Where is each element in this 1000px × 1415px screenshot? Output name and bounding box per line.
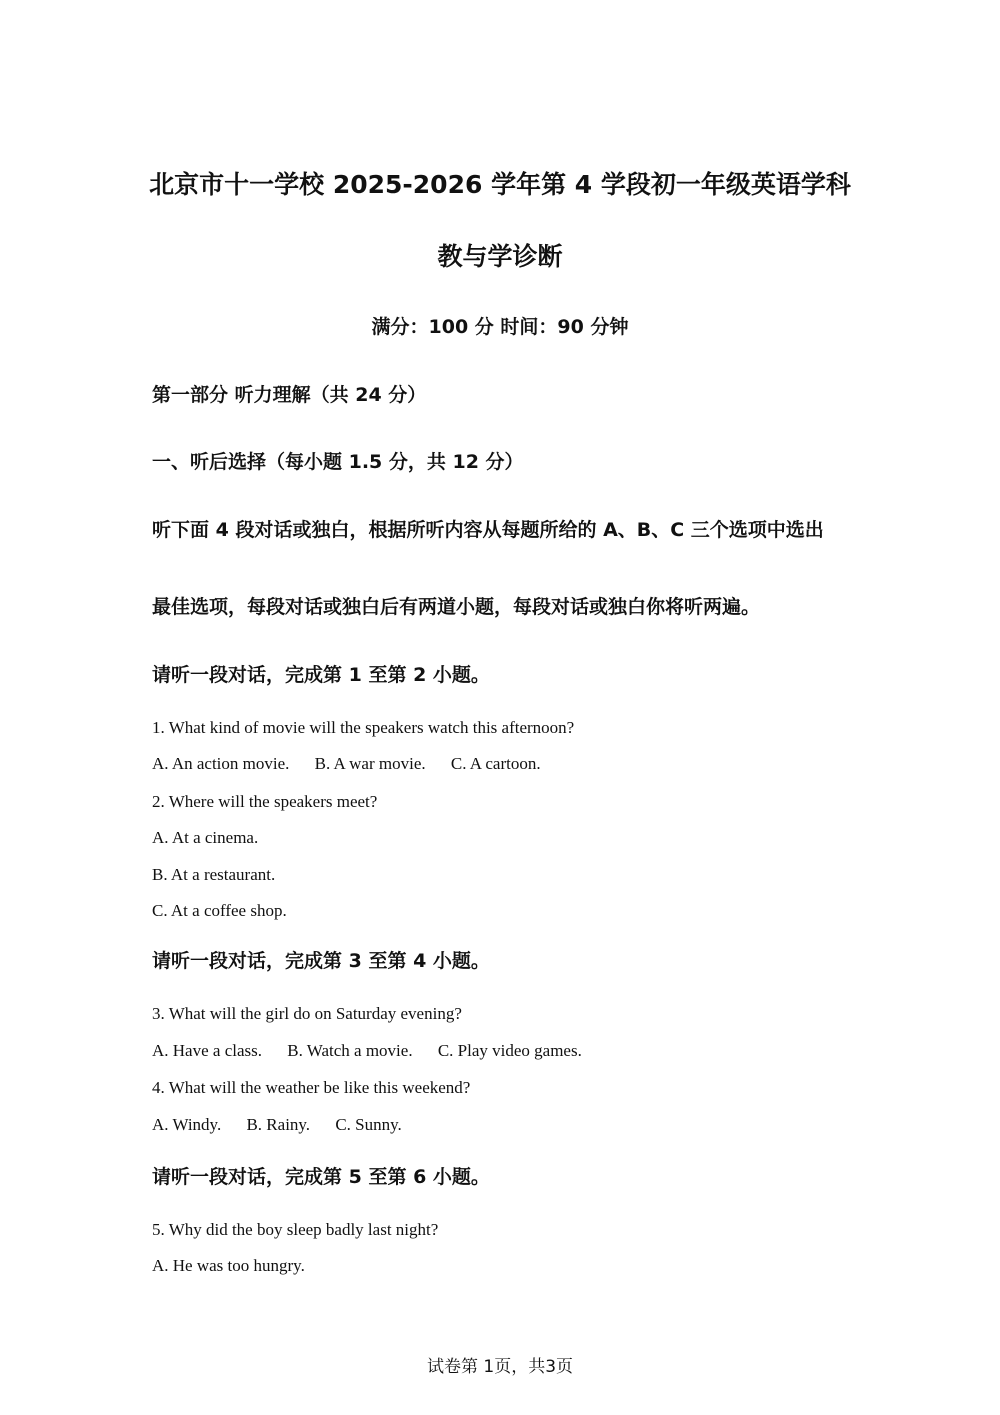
question-1-options xyxy=(152,753,562,775)
question-1: 1. What kind of movie will the speakers watch this afternoon? xyxy=(152,718,575,737)
instructions-line-2: 最佳选项，每段对话或独白后有两道小题，每段对话或独白你将听两遍。 xyxy=(152,596,761,618)
option-a: A. An action movie. xyxy=(152,754,290,773)
page-footer: 试卷第 1页，共3页 xyxy=(426,1357,574,1377)
option-a: A. Windy. xyxy=(152,1115,222,1134)
question-4: 4. What will the weather be like this weekend? xyxy=(152,1078,471,1097)
dialogue-prompt: 请听一段对话，完成第 3 至第 4 小题。 xyxy=(152,950,490,972)
option-a: A. Have a class. xyxy=(152,1041,262,1060)
dialogue-prompt: 请听一段对话，完成第 5 至第 6 小题。 xyxy=(152,1166,490,1188)
question-2: 2. Where will the speakers meet? xyxy=(152,792,378,811)
part-one-heading: 第一部分 听力理解（共 24 分） xyxy=(152,384,427,406)
question-3-options xyxy=(152,1040,603,1062)
dialogue-prompt: 请听一段对话，完成第 1 至第 2 小题。 xyxy=(152,664,490,686)
exam-title-line-2: 教与学诊断 xyxy=(437,242,563,271)
option-a: A. At a cinema. xyxy=(152,828,259,847)
option-b: B. Watch a movie. xyxy=(287,1041,413,1060)
option-c: C. A cartoon. xyxy=(450,754,541,773)
exam-title-line-1: 北京市十一学校 2025-2026 学年第 4 学段初一年级英语学科 xyxy=(149,170,851,199)
option-b: B. At a restaurant. xyxy=(152,865,276,884)
section-one-heading: 一、听后选择（每小题 1.5 分，共 12 分） xyxy=(152,451,524,473)
option-b: B. A war movie. xyxy=(314,754,426,773)
option-b: B. Rainy. xyxy=(246,1115,311,1134)
option-c: C. Sunny. xyxy=(335,1115,402,1134)
question-3: 3. What will the girl do on Saturday evening? xyxy=(152,1004,462,1023)
question-5: 5. Why did the boy sleep badly last night? xyxy=(152,1220,439,1239)
option-a: A. He was too hungry. xyxy=(152,1256,305,1275)
score-time-info: 满分：100 分 时间：90 分钟 xyxy=(371,316,629,338)
option-c: C. Play video games. xyxy=(437,1041,582,1060)
option-c: C. At a coffee shop. xyxy=(152,901,287,920)
question-4-options xyxy=(152,1114,423,1136)
instructions-line-1: 听下面 4 段对话或独白，根据所听内容从每题所给的 A、B、C 三个选项中选出 xyxy=(152,519,824,541)
